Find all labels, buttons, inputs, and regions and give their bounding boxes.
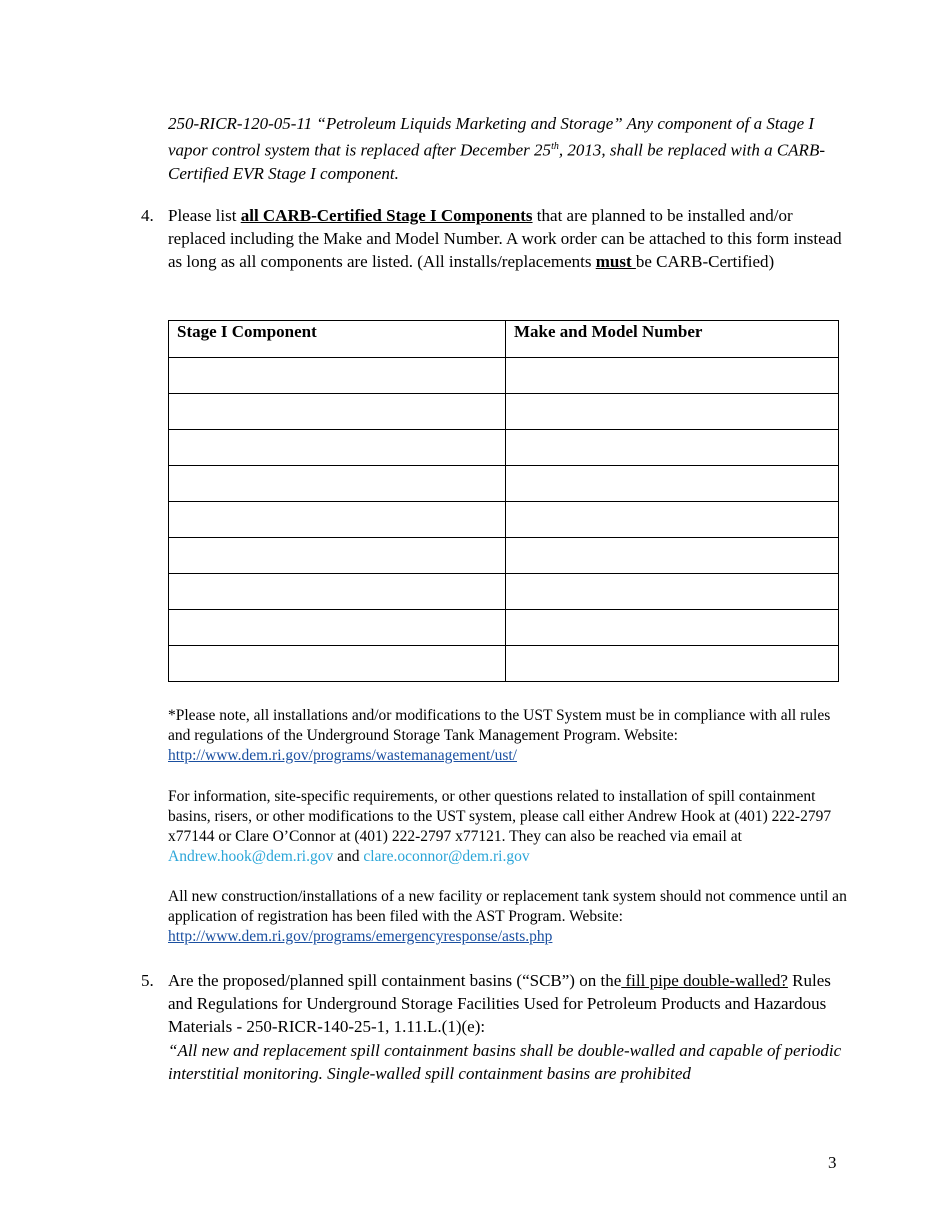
regulation-quote: “All new and replacement spill containment basins shall be double-walled and capable of periodic interstitial monitoring. Single-walled spill containment basins are prohibited bbox=[168, 1040, 842, 1083]
make-model-cell[interactable] bbox=[506, 358, 839, 394]
make-model-cell[interactable] bbox=[506, 538, 839, 574]
intro-text: 250-RICR-120-05-11 “Petroleum Liquids Marketing and Storage” Any component of a Stage I vapor control system that is replaced after December 25 bbox=[168, 114, 815, 160]
make-model-cell[interactable] bbox=[506, 394, 839, 430]
table-row bbox=[169, 574, 839, 610]
emphasis-components: all CARB-Certified Stage I Components bbox=[240, 206, 533, 225]
component-cell[interactable] bbox=[169, 502, 506, 538]
component-cell[interactable] bbox=[169, 646, 506, 682]
make-model-cell[interactable] bbox=[506, 466, 839, 502]
components-table bbox=[168, 320, 839, 682]
table-row bbox=[169, 538, 839, 574]
make-model-cell[interactable] bbox=[506, 610, 839, 646]
intro-paragraph bbox=[168, 112, 848, 185]
question-5-text: Are the proposed/planned spill containment basins (“SCB”) on the fill pipe double-walled? Rules and Regulations for Underground Storage Facilities Used for Petroleum Products and Hazardous Materials - 250-RICR-140-25-1, 1.11.L.(1)(e): “All new and replacement spill containment basins shall be double-walled and capable of periodic interstitial monitoring. Single-walled spill containment basins are prohibited bbox=[168, 971, 842, 1083]
component-cell[interactable] bbox=[169, 358, 506, 394]
ust-compliance-note: *Please note, all installations and/or modifications to the UST System must be in compliance with all rules and regulations of the Underground Storage Tank Management Program. Website: http://www.dem.ri.gov/programs/wastemanagement/ust/ bbox=[168, 707, 831, 764]
table-header-row bbox=[169, 321, 839, 358]
header-stage-component: Stage I Component bbox=[169, 321, 506, 358]
ast-program-link[interactable]: http://www.dem.ri.gov/programs/emergencyresponse/asts.php bbox=[168, 928, 553, 945]
ust-program-link[interactable]: http://www.dem.ri.gov/programs/wastemanagement/ust/ bbox=[168, 747, 517, 764]
table-row bbox=[169, 502, 839, 538]
make-model-cell[interactable] bbox=[506, 502, 839, 538]
table-row bbox=[169, 430, 839, 466]
table-row bbox=[169, 646, 839, 682]
make-model-cell[interactable] bbox=[506, 430, 839, 466]
component-cell[interactable] bbox=[169, 466, 506, 502]
ast-program-note: All new construction/installations of a new facility or replacement tank system should not commence until an application of registration has been filed with the AST Program. Website: http://www.dem.ri.gov/programs/emergencyresponse/asts.php bbox=[168, 888, 847, 945]
emphasis-must: must bbox=[595, 252, 636, 272]
question-number: 5. bbox=[141, 971, 154, 990]
email-andrew-link[interactable]: Andrew.hook@dem.ri.gov bbox=[168, 848, 334, 865]
table-row bbox=[169, 394, 839, 430]
table-row bbox=[169, 358, 839, 394]
table-row bbox=[169, 610, 839, 646]
question-4-text: Please list all CARB-Certified Stage I Components that are planned to be installed and/or replaced including the Make and Model Number. A work order can be attached to this form instead as long as all components are listed. (All installs/replacements must be CARB-Certified) bbox=[168, 206, 842, 272]
page-number: 3 bbox=[828, 1153, 837, 1172]
make-model-cell[interactable] bbox=[506, 574, 839, 610]
component-cell[interactable] bbox=[169, 538, 506, 574]
table-row bbox=[169, 466, 839, 502]
intro-text-cont: , 2013, shall be replaced with a CARB-Certified EVR Stage I component. bbox=[168, 140, 825, 184]
intro-superscript: th bbox=[551, 141, 559, 153]
email-clare-link[interactable]: clare.oconnor@dem.ri.gov bbox=[363, 848, 530, 865]
component-cell[interactable] bbox=[169, 574, 506, 610]
contact-note: For information, site-specific requirements, or other questions related to installation of spill containment basins, risers, or other modifications to the UST system, please call either Andrew Hook at (401) 222-2797 x77144 or Clare O’Connor at (401) 222-2797 x77121. They can also be reached via email at Andrew.hook@dem.ri.gov and clare.oconnor@dem.ri.gov bbox=[168, 788, 832, 865]
component-cell[interactable] bbox=[169, 430, 506, 466]
emphasis-fill-pipe: fill pipe double-walled? bbox=[621, 971, 788, 990]
question-number: 4. bbox=[141, 206, 154, 225]
component-cell[interactable] bbox=[169, 394, 506, 430]
component-cell[interactable] bbox=[169, 610, 506, 646]
make-model-cell[interactable] bbox=[506, 646, 839, 682]
header-make-model: Make and Model Number bbox=[506, 321, 839, 358]
